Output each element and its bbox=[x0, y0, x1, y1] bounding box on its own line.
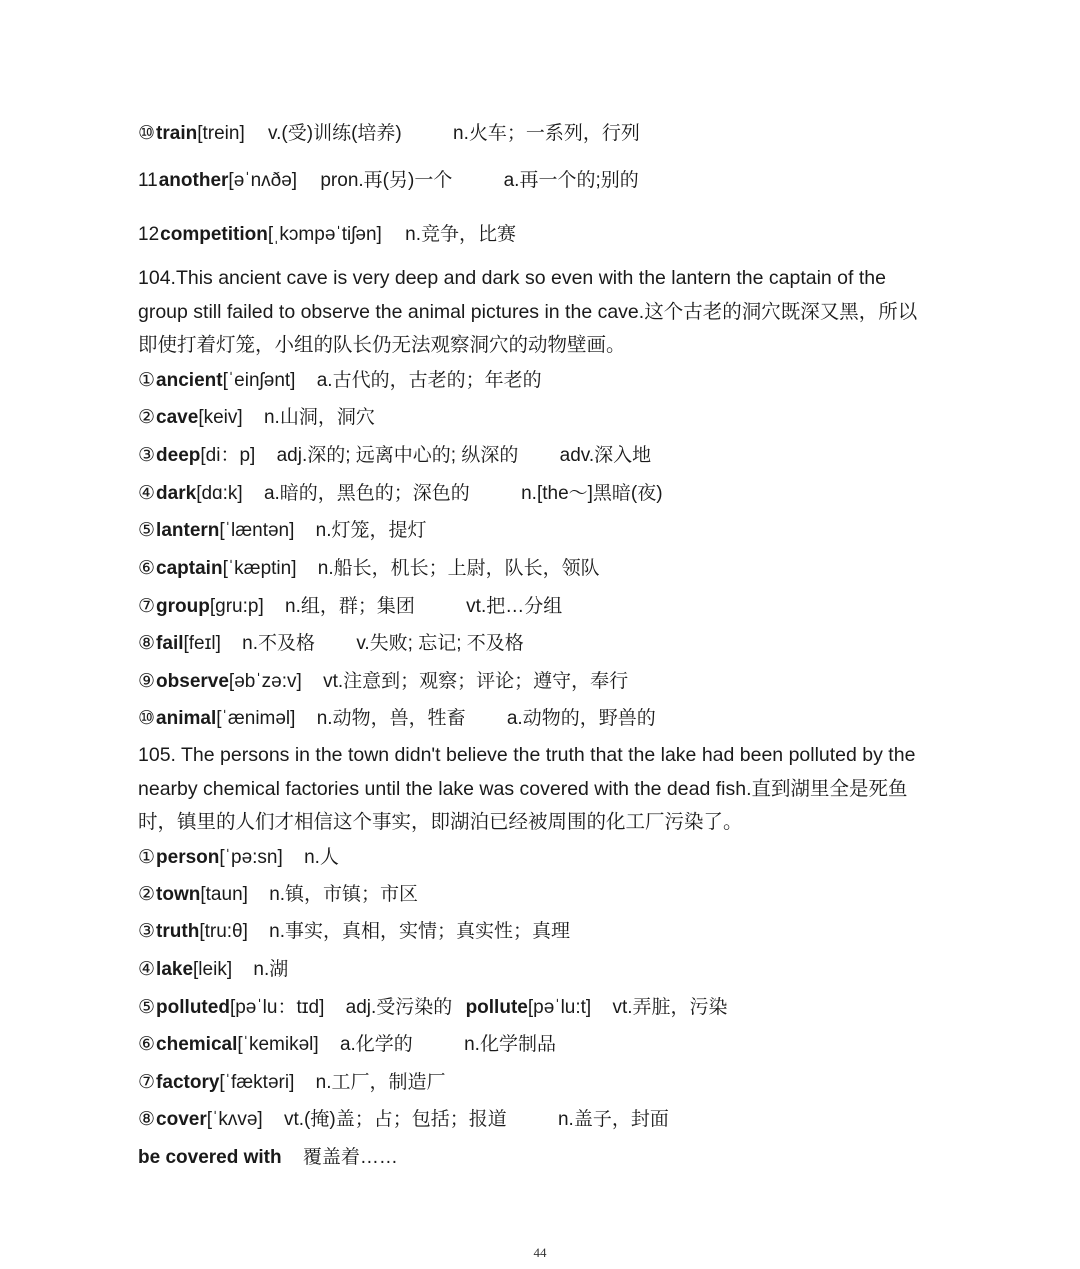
vocab-entry-cave: ②cave[keiv] n.山洞，洞穴 bbox=[138, 407, 375, 428]
vocab-entry-town: ②town[taun] n.镇，市镇；市区 bbox=[138, 884, 419, 905]
sentence-104: 104.This ancient cave is very deep and dark so even with the lantern the captain of the group still failed to observe the animal pictures in the cave.这个古老的洞穴既深又黑，所以即使打着灯笼，小组的队长仍无法观察洞穴的动物壁画。 bbox=[138, 267, 918, 356]
vocab-entry-cover: ⑧cover[ˈkʌvə] vt.(掩)盖；占；包括；报道 n.盖子，封面 bbox=[138, 1109, 669, 1130]
vocab-entry-fail: ⑧fail[feɪl] n.不及格 v.失败; 忘记; 不及格 bbox=[138, 633, 524, 654]
vocab-entry-truth: ③truth[tru:θ] n.事实，真相，实情；真实性；真理 bbox=[138, 921, 571, 942]
page-number: 44 bbox=[533, 1245, 547, 1260]
vocab-entry-polluted: ⑤polluted[pəˈlu：tɪd] adj.受污染的 pollute[pəˈlu:t] vt.弄脏，污染 bbox=[138, 997, 728, 1018]
vocab-entry-lake: ④lake[leik] n.湖 bbox=[138, 959, 289, 980]
vocab-entry-lantern: ⑤lantern[ˈlæntən] n.灯笼，提灯 bbox=[138, 520, 427, 541]
sentence-105: 105. The persons in the town didn't believe the truth that the lake had been polluted by the nearby chemical factories until the lake was covered with the dead fish.直到湖里全是死鱼时，镇里的人们才相信这个事实，即湖泊已经被周围的化工厂污染了。 bbox=[138, 744, 916, 833]
vocab-entry-factory: ⑦factory[ˈfæktəri] n.工厂，制造厂 bbox=[138, 1072, 446, 1093]
vocab-entry-deep: ③deep[di：p] adj.深的; 远离中心的; 纵深的 adv.深入地 bbox=[138, 445, 652, 466]
phrase-be-covered-with: be covered with 覆盖着…… bbox=[138, 1147, 398, 1168]
vocab-entry-dark: ④dark[dɑ:k] a.暗的，黑色的；深色的 n.[the～]黑暗(夜) bbox=[138, 483, 663, 504]
vocab-entry-person: ①person[ˈpə:sn] n.人 bbox=[138, 847, 339, 868]
vocab-entry-group: ⑦group[gru:p] n.组，群；集团 vt.把…分组 bbox=[138, 596, 563, 617]
vocab-entry-animal: ⑩animal[ˈænimәl] n.动物，兽，牲畜 a.动物的，野兽的 bbox=[138, 708, 656, 729]
vocab-entry-observe: ⑨observe[əbˈzə:v] vt.注意到；观察；评论；遵守，奉行 bbox=[138, 671, 629, 692]
vocab-entry-chemical: ⑥chemical[ˈkemikəl] a.化学的 n.化学制品 bbox=[138, 1034, 556, 1055]
vocab-entry-captain: ⑥captain[ˈkæptin] n.船长，机长；上尉，队长，领队 bbox=[138, 558, 600, 579]
vocab-entry-another: 11another[əˈnʌðə] pron.再(另)一个 a.再一个的;别的 bbox=[138, 170, 639, 191]
vocab-entry-ancient: ①ancient[ˈeinʃənt] a.古代的，古老的；年老的 bbox=[138, 370, 542, 391]
vocab-entry-competition: 12competition[ˌkɔmpəˈtiʃən] n.竞争，比赛 bbox=[138, 224, 516, 245]
vocab-entry-train: ⑩train[trein] v.(受)训练(培养) n.火车；一系列，行列 bbox=[138, 123, 640, 144]
